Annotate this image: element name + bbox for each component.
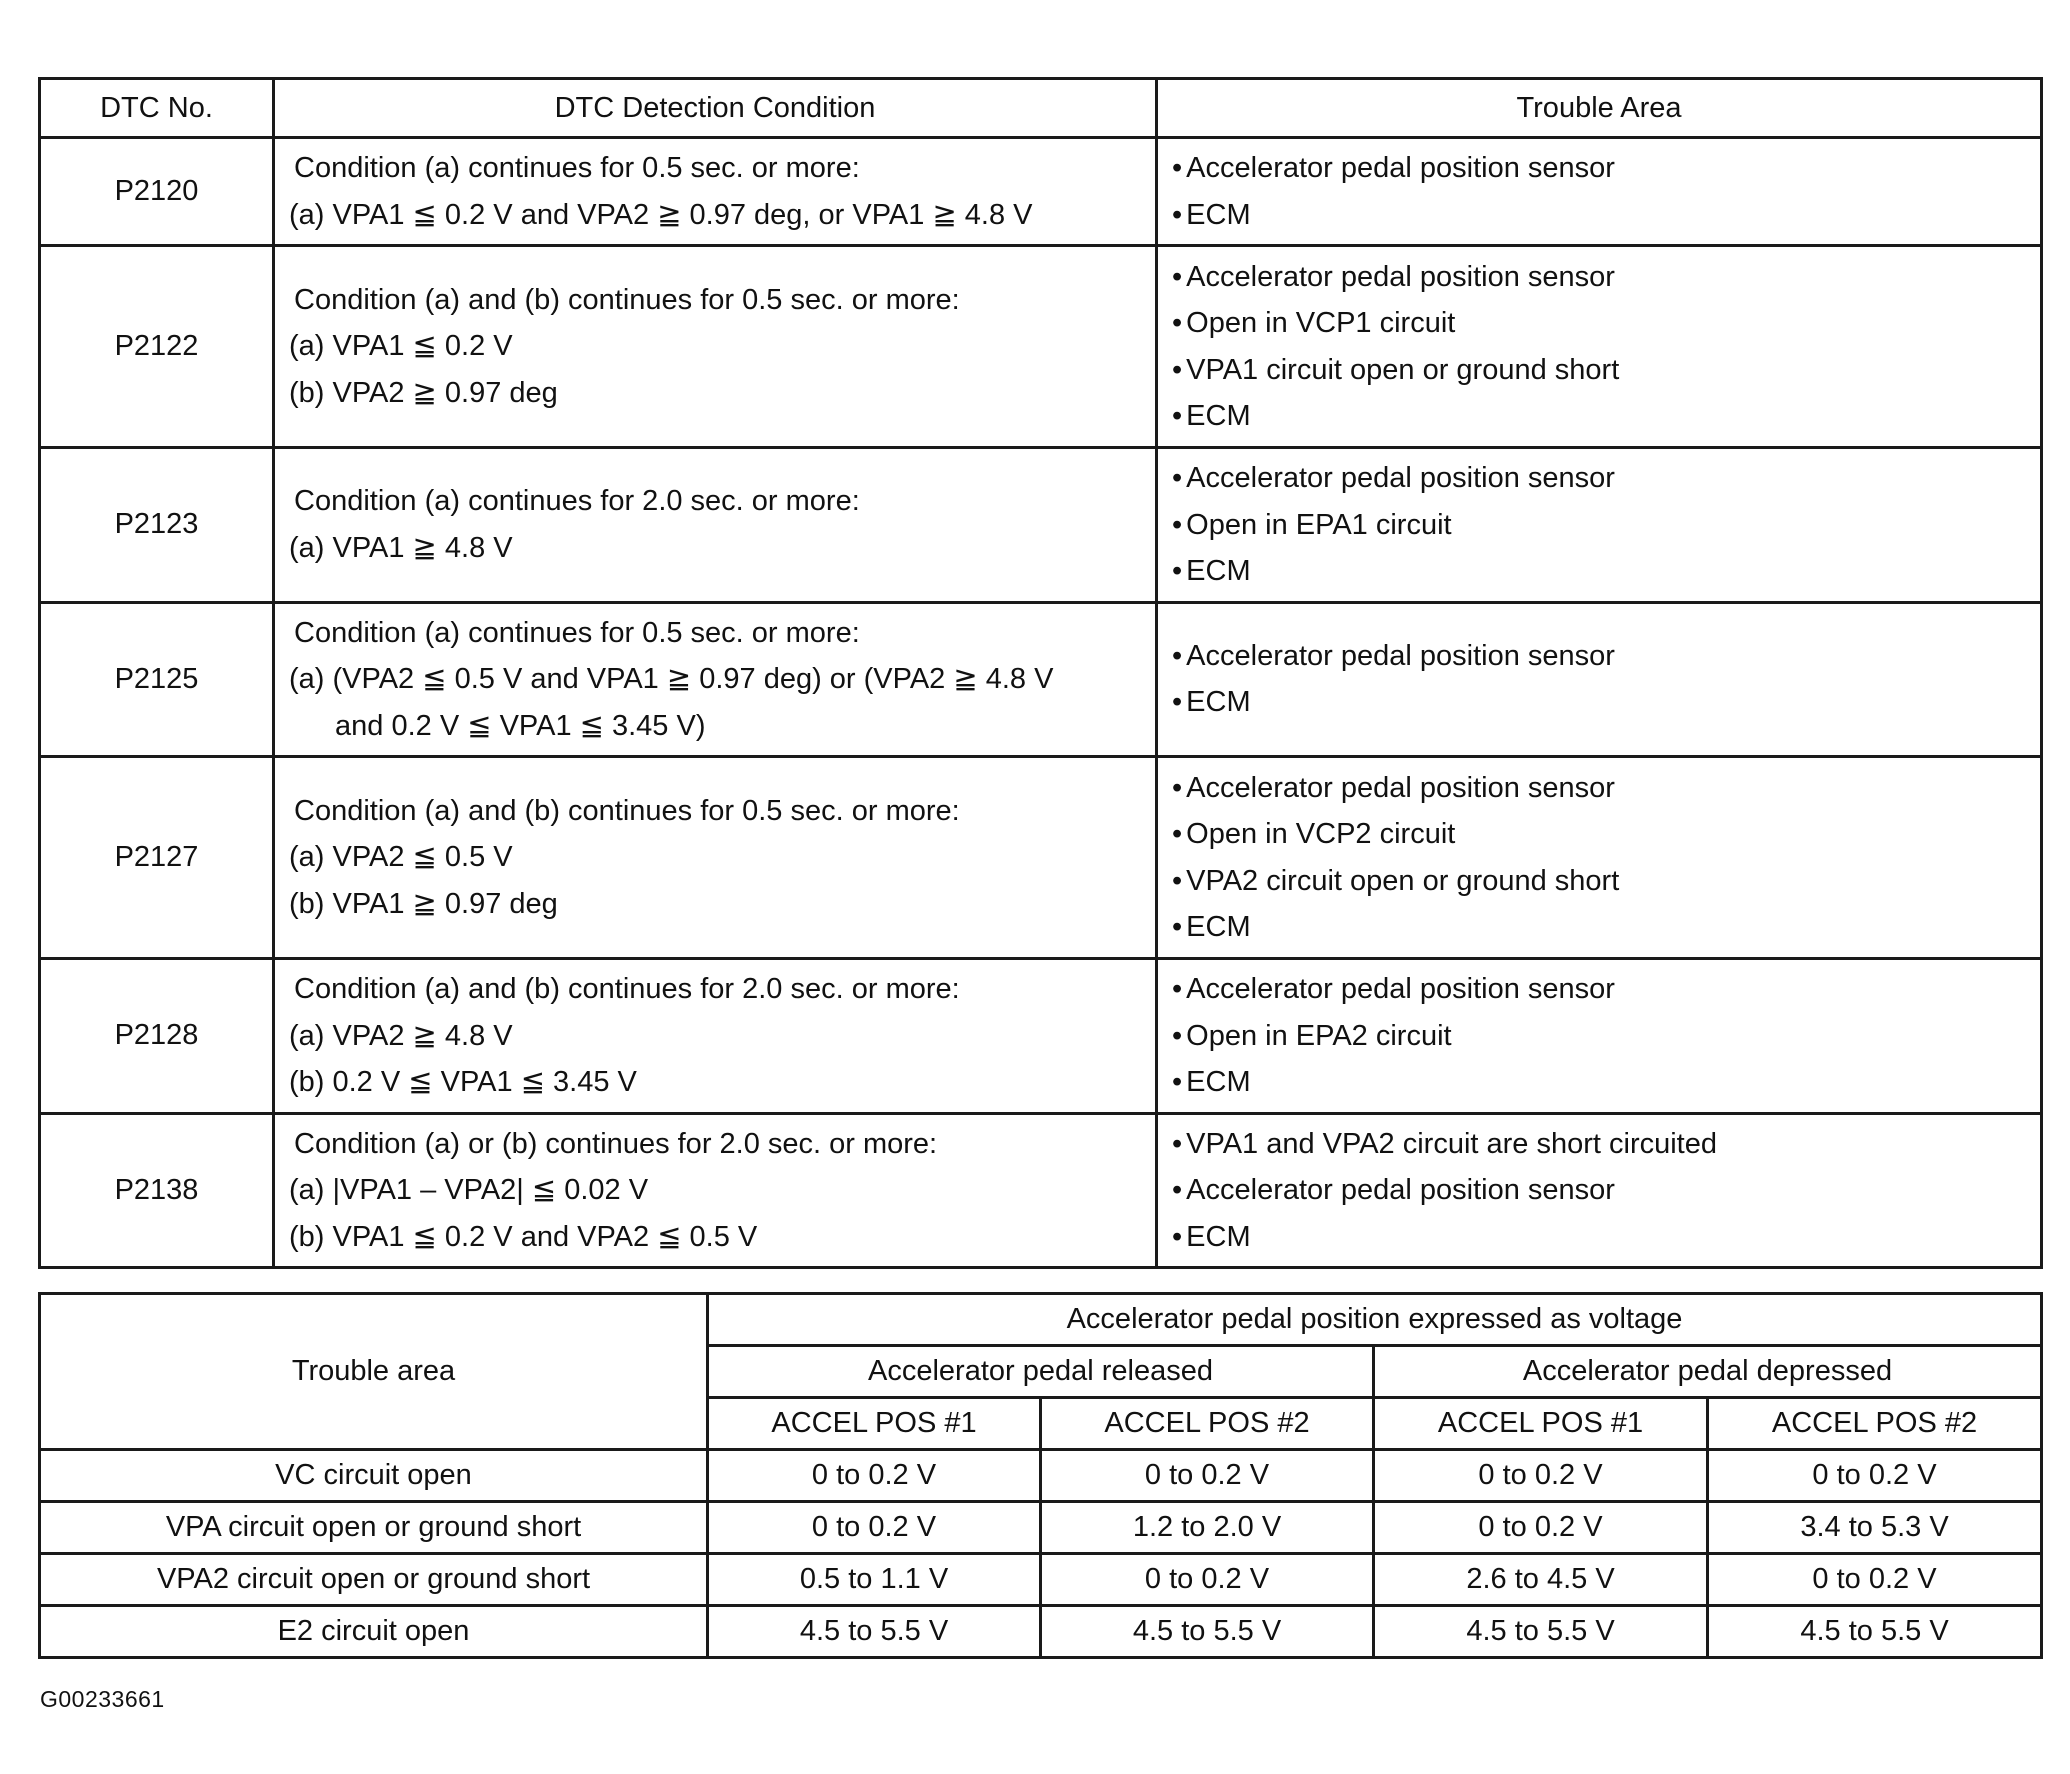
trouble-area-item: • Open in VCP1 circuit (1172, 300, 2040, 347)
dtc-condition (274, 138, 1157, 246)
dtc-code: P2123 (40, 448, 274, 603)
figure-id: G00233661 (40, 1686, 165, 1712)
dtc-code: P2125 (40, 602, 274, 757)
trouble-area-item: • ECM (1172, 679, 2040, 726)
released-pos2-value: 1.2 to 2.0 V (1041, 1502, 1374, 1554)
released-pos1-value: 0 to 0.2 V (708, 1450, 1041, 1502)
voltage-row (40, 1606, 2042, 1658)
dtc-condition (274, 448, 1157, 603)
trouble-area-item: • VPA2 circuit open or ground short (1172, 858, 2040, 905)
dtc-trouble-area (1157, 448, 2042, 603)
trouble-area-header: Trouble area (40, 1294, 708, 1450)
depressed-header: Accelerator pedal depressed (1374, 1346, 2042, 1398)
released-header: Accelerator pedal released (708, 1346, 1374, 1398)
dtc-trouble-area (1157, 138, 2042, 246)
dtc-code-header: DTC No. (40, 79, 274, 138)
voltage-row (40, 1554, 2042, 1606)
trouble-area-item: • Accelerator pedal position sensor (1172, 633, 2040, 680)
dtc-row (40, 246, 2042, 448)
condition-summary: Condition (a) or (b) continues for 2.0 sec. or more: (294, 1127, 938, 1160)
dtc-code: P2127 (40, 757, 274, 959)
dtc-trouble-area (1157, 757, 2042, 959)
trouble-area-item: • Accelerator pedal position sensor (1172, 145, 2040, 192)
depressed-pos2-value: 0 to 0.2 V (1708, 1554, 2042, 1606)
trouble-area-item: • ECM (1172, 1214, 2040, 1261)
released-pos1-value: 4.5 to 5.5 V (708, 1606, 1041, 1658)
trouble-area-item: • Open in VCP2 circuit (1172, 811, 2040, 858)
voltage-trouble-area: E2 circuit open (40, 1606, 708, 1658)
dtc-area-header: Trouble Area (1157, 79, 2042, 138)
voltage-table (38, 1292, 2043, 1659)
dtc-code: P2128 (40, 959, 274, 1114)
condition-line: (a) VPA1 ≧ 4.8 V (289, 531, 513, 564)
dtc-trouble-area (1157, 959, 2042, 1114)
released-pos2-value: 0 to 0.2 V (1041, 1450, 1374, 1502)
condition-line: (a) (VPA2 ≦ 0.5 V and VPA1 ≧ 0.97 deg) or (VPA2 ≧ 4.8 V (289, 663, 1054, 695)
dtc-row (40, 448, 2042, 603)
voltage-trouble-area: VC circuit open (40, 1450, 708, 1502)
voltage-trouble-area: VPA circuit open or ground short (40, 1502, 708, 1554)
trouble-area-item: • Open in EPA1 circuit (1172, 502, 2040, 549)
voltage-row (40, 1502, 2042, 1554)
trouble-area-item: • VPA1 circuit open or ground short (1172, 347, 2040, 394)
voltage-group-header: Accelerator pedal position expressed as voltage (708, 1294, 2042, 1346)
dtc-table (38, 77, 2043, 1269)
dtc-condition-header: DTC Detection Condition (274, 79, 1157, 138)
condition-line: (b) 0.2 V ≦ VPA1 ≦ 3.45 V (289, 1066, 637, 1098)
dtc-row (40, 757, 2042, 959)
condition-summary: Condition (a) continues for 0.5 sec. or more: (294, 152, 860, 184)
depressed-pos2-header: ACCEL POS #2 (1708, 1398, 2042, 1450)
dtc-row (40, 602, 2042, 757)
trouble-area-item: • Accelerator pedal position sensor (1172, 765, 2040, 812)
condition-line: (b) VPA2 ≧ 0.97 deg (289, 376, 558, 409)
trouble-area-item: • Accelerator pedal position sensor (1172, 966, 2040, 1013)
dtc-trouble-area (1157, 1113, 2042, 1268)
trouble-area-item: • ECM (1172, 1059, 2040, 1106)
trouble-area-item: • Accelerator pedal position sensor (1172, 1167, 2040, 1214)
dtc-condition (274, 757, 1157, 959)
dtc-row (40, 138, 2042, 246)
condition-line: (a) VPA1 ≦ 0.2 V and VPA2 ≧ 0.97 deg, or VPA1 ≧ 4.8 V (289, 198, 1033, 231)
trouble-area-item: • Accelerator pedal position sensor (1172, 455, 2040, 502)
released-pos2-value: 0 to 0.2 V (1041, 1554, 1374, 1606)
condition-line: (b) VPA1 ≦ 0.2 V and VPA2 ≦ 0.5 V (289, 1220, 758, 1253)
condition-summary: Condition (a) and (b) continues for 2.0 sec. or more: (294, 973, 960, 1005)
condition-line: (b) VPA1 ≧ 0.97 deg (289, 887, 558, 920)
dtc-trouble-area (1157, 602, 2042, 757)
trouble-area-item: • Accelerator pedal position sensor (1172, 254, 2040, 301)
condition-summary: Condition (a) continues for 0.5 sec. or more: (294, 616, 860, 649)
trouble-area-item: • VPA1 and VPA2 circuit are short circuited (1172, 1121, 2040, 1168)
dtc-header-row (40, 79, 2042, 138)
trouble-area-item: • ECM (1172, 548, 2040, 595)
dtc-code: P2120 (40, 138, 274, 246)
depressed-pos2-value: 3.4 to 5.3 V (1708, 1502, 2042, 1554)
condition-line: (a) |VPA1 – VPA2| ≦ 0.02 V (289, 1174, 649, 1206)
dtc-row (40, 959, 2042, 1114)
dtc-trouble-area (1157, 246, 2042, 448)
voltage-trouble-area: VPA2 circuit open or ground short (40, 1554, 708, 1606)
condition-line: (a) VPA2 ≧ 4.8 V (289, 1019, 513, 1052)
released-pos1-header: ACCEL POS #1 (708, 1398, 1041, 1450)
dtc-condition (274, 1113, 1157, 1268)
dtc-row (40, 1113, 2042, 1268)
condition-summary: Condition (a) continues for 2.0 sec. or more: (294, 485, 860, 518)
dtc-code: P2122 (40, 246, 274, 448)
released-pos2-header: ACCEL POS #2 (1041, 1398, 1374, 1450)
dtc-code: P2138 (40, 1113, 274, 1268)
trouble-area-item: • ECM (1172, 192, 2040, 239)
condition-continuation: and 0.2 V ≦ VPA1 ≦ 3.45 V) (335, 709, 706, 742)
trouble-area-item: • Open in EPA2 circuit (1172, 1013, 2040, 1060)
voltage-row (40, 1450, 2042, 1502)
depressed-pos1-value: 0 to 0.2 V (1374, 1502, 1708, 1554)
voltage-header-row-1 (40, 1294, 2042, 1346)
condition-summary: Condition (a) and (b) continues for 0.5 sec. or more: (294, 794, 960, 827)
trouble-area-item: • ECM (1172, 393, 2040, 440)
depressed-pos1-value: 0 to 0.2 V (1374, 1450, 1708, 1502)
depressed-pos2-value: 4.5 to 5.5 V (1708, 1606, 2042, 1658)
released-pos1-value: 0.5 to 1.1 V (708, 1554, 1041, 1606)
depressed-pos1-header: ACCEL POS #1 (1374, 1398, 1708, 1450)
trouble-area-item: • ECM (1172, 904, 2040, 951)
condition-summary: Condition (a) and (b) continues for 0.5 sec. or more: (294, 283, 960, 316)
depressed-pos1-value: 4.5 to 5.5 V (1374, 1606, 1708, 1658)
dtc-condition (274, 959, 1157, 1114)
released-pos2-value: 4.5 to 5.5 V (1041, 1606, 1374, 1658)
depressed-pos1-value: 2.6 to 4.5 V (1374, 1554, 1708, 1606)
released-pos1-value: 0 to 0.2 V (708, 1502, 1041, 1554)
dtc-condition (274, 602, 1157, 757)
condition-line: (a) VPA2 ≦ 0.5 V (289, 841, 513, 874)
depressed-pos2-value: 0 to 0.2 V (1708, 1450, 2042, 1502)
condition-line: (a) VPA1 ≦ 0.2 V (289, 330, 513, 363)
dtc-condition (274, 246, 1157, 448)
